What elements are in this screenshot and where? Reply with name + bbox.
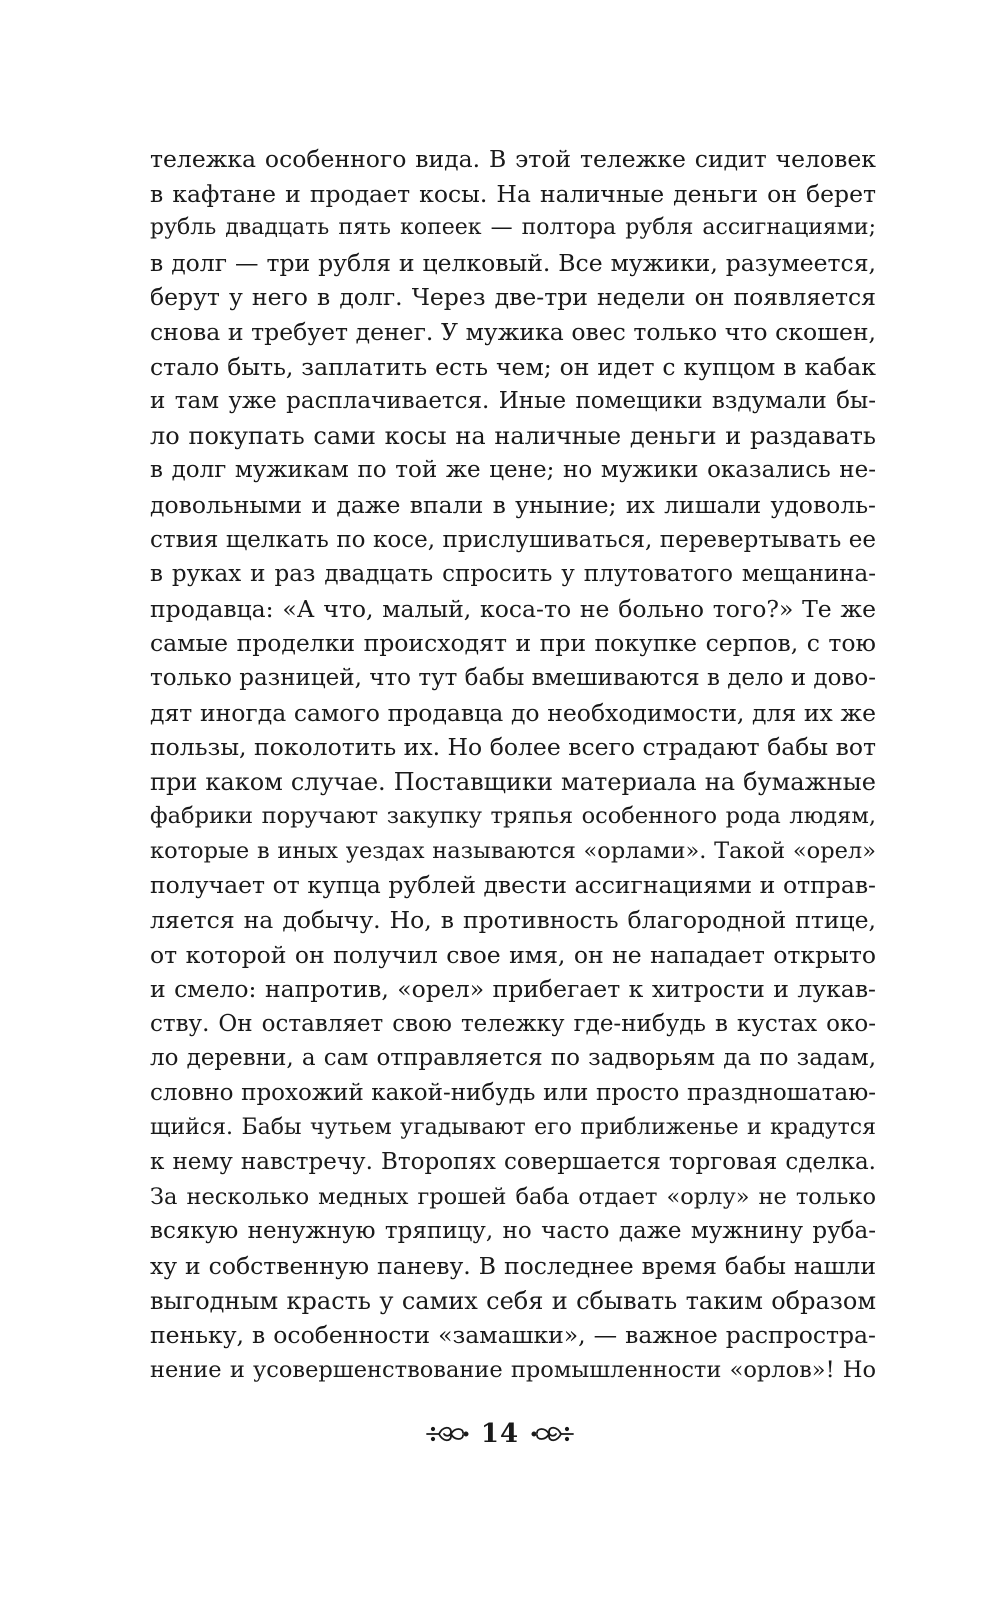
text-line: За несколько медных грошей баба отдает «орлу» не только [150,1183,876,1210]
text-line: нение и усовершенствование промышленности «орлов»! Но [150,1356,876,1383]
text-line: и смело: напротив, «орел» прибегает к хитрости и лукав- [150,975,876,1004]
text-line: словно прохожий какой-нибудь или просто праздношатаю- [150,1080,876,1107]
text-line: выгодным красть у самих себя и сбывать таким образом [150,1286,876,1315]
text-line: пеньку, в особенности «замашки», — важное распростра- [150,1321,876,1350]
text-line: берут у него в долг. Через две-три недели он появляется [150,283,876,312]
text-line: ло покупать сами косы на наличные деньги и раздавать [150,421,876,450]
text-line: при каком случае. Поставщики материала на бумажные [150,767,876,796]
fleuron-left-icon [425,1421,469,1447]
text-line: от которой он получил свое имя, он не нападает открыто [150,940,876,969]
text-line: в кафтане и продает косы. На наличные деньги он берет [150,179,876,208]
text-line: фабрики поручают закупку тряпья особенного рода людям, [150,803,876,830]
text-line: ствия щелкать по косе, прислушиваться, перевертывать ее [150,526,876,553]
text-line: довольными и даже впали в уныние; их лишали удоволь- [150,490,876,519]
text-line: в долг — три рубля и целковый. Все мужики, разумеется, [150,248,876,277]
text-line: ляется на добычу. Но, в противность благородной птице, [150,906,876,935]
fleuron-right-icon [531,1421,575,1447]
text-line: стало быть, заплатить есть чем; он идет с купцом в кабак [150,352,876,381]
text-line: снова и требует денег. У мужика овес только что скошен, [150,317,876,346]
text-line: тележка особенного вида. В этой тележке сидит человек [150,145,876,173]
text-line: к нему навстречу. Второпях совершается торговая сделка. [150,1149,876,1176]
page-footer [0,1414,1000,1454]
text-line: только разницей, что тут бабы вмешиваются в дело и дово- [150,664,876,691]
text-line: которые в иных уездах называются «орлами». Такой «орел» [150,837,876,864]
text-line: всякую ненужную тряпицу, но часто даже мужнину руба- [150,1218,876,1245]
text-line: и там уже расплачивается. Иные помещики вздумали бы- [150,388,876,415]
page-number: 14 [480,1419,520,1449]
text-line: в руках и раз двадцать спросить у плутоватого мещанина- [150,561,876,588]
text-line: щийся. Бабы чутьем угадывают его приближенье и крадутся [150,1114,876,1140]
text-line: ству. Он оставляет свою тележку где-нибудь в кустах око- [150,1010,876,1037]
text-line: продавца: «А что, малый, коса-то не больно того?» Те же [150,594,876,623]
text-line: дят иногда самого продавца до необходимости, для их же [150,698,876,727]
text-line: пользы, поколотить их. Но более всего страдают бабы вот [150,733,876,762]
text-line: получает от купца рублей двести ассигнациями и отправ- [150,871,876,900]
body-text [150,142,876,1387]
text-line: рубль двадцать пять копеек — полтора рубля ассигнациями; [150,215,876,241]
text-line: ху и собственную паневу. В последнее время бабы нашли [150,1252,876,1280]
text-line: самые проделки происходят и при покупке серпов, с тою [150,629,876,658]
text-line: в долг мужикам по той же цене; но мужики оказались не- [150,457,876,484]
text-line: ло деревни, а сам отправляется по задворьям да по задам, [150,1045,876,1072]
